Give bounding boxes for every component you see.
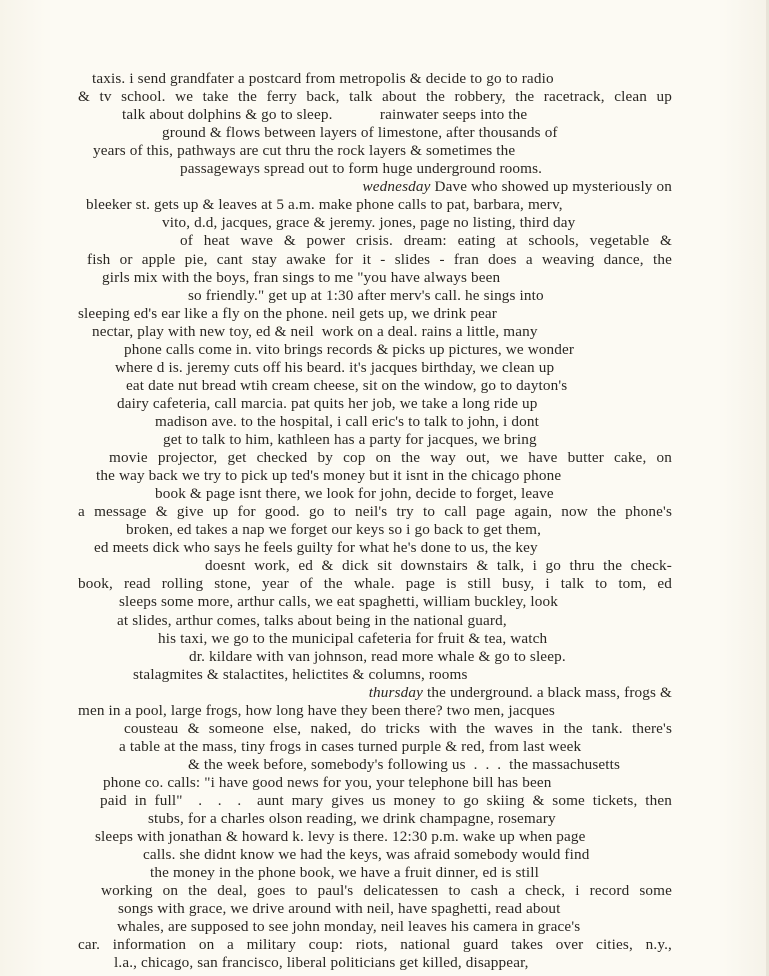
text-line bbox=[363, 178, 672, 196]
day-heading: wednesday bbox=[362, 178, 431, 196]
day-heading: thursday bbox=[368, 683, 424, 701]
text-line: doesnt work, ed & dick sit downstairs & talk, i go thru the check- bbox=[205, 557, 672, 575]
text-line: sleeping ed's ear like a fly on the phone. neil gets up, we drink pear bbox=[78, 304, 497, 322]
text-line: men in a pool, large frogs, how long have they been there? two men, jacques bbox=[78, 701, 555, 719]
text-line: songs with grace, we drive around with neil, have spaghetti, read about bbox=[118, 900, 561, 918]
text-line: l.a., chicago, san francisco, liberal politicians get killed, disappear, bbox=[114, 954, 529, 972]
text-line: cousteau & someone else, naked, do tricks with the waves in the tank. there's bbox=[124, 719, 672, 737]
text-line: a table at the mass, tiny frogs in cases turned purple & red, from last week bbox=[119, 737, 582, 755]
text-line: book & page isnt there, we look for john, decide to forget, leave bbox=[155, 485, 554, 503]
text-line: broken, ed takes a nap we forget our keys so i go back to get them, bbox=[126, 521, 542, 539]
text-line: ground & flows between layers of limestone, after thousands of bbox=[162, 124, 558, 142]
text-line: talk about dolphins & go to sleep. rainwater seeps into the bbox=[122, 106, 528, 124]
text-line: book, read rolling stone, year of the whale. page is still busy, i talk to tom, ed bbox=[78, 575, 672, 593]
text-line: fish or apple pie, cant stay awake for it - slides - fran does a weaving dance, the bbox=[87, 250, 672, 268]
text-line: calls. she didnt know we had the keys, was afraid somebody would find bbox=[143, 846, 590, 864]
text-line: madison ave. to the hospital, i call eric's to talk to john, i dont bbox=[155, 412, 539, 430]
text-line: the way back we try to pick up ted's money but it isnt in the chicago phone bbox=[96, 467, 562, 485]
text-line: passageways spread out to form huge underground rooms. bbox=[180, 160, 543, 178]
text-line: paid in full" . . . aunt mary gives us money to go skiing & some tickets, then bbox=[100, 792, 672, 809]
text-line: dr. kildare with van johnson, read more whale & go to sleep. bbox=[189, 647, 566, 665]
text-line bbox=[369, 684, 672, 702]
text-line: car. information on a military coup: riots, national guard takes over cities, n.y., bbox=[78, 936, 672, 954]
text-line: stubs, for a charles olson reading, we drink champagne, rosemary bbox=[148, 810, 556, 828]
text-line: bleeker st. gets up & leaves at 5 a.m. make phone calls to pat, barbara, merv, bbox=[86, 196, 563, 214]
text-line: where d is. jeremy cuts off his beard. it's jacques birthday, we clean up bbox=[115, 358, 555, 376]
text-line: phone co. calls: "i have good news for you, your telephone bill has been bbox=[103, 773, 552, 791]
text-line: vito, d.d, jacques, grace & jeremy. jones, page no listing, third day bbox=[162, 214, 576, 232]
text-line: years of this, pathways are cut thru the rock layers & sometimes the bbox=[93, 142, 516, 160]
text-line: taxis. i send grandfater a postcard from metropolis & decide to go to radio bbox=[92, 70, 554, 87]
text-line-content: Dave who showed up mysteriously on bbox=[430, 178, 672, 196]
text-line: & tv school. we take the ferry back, talk about the robbery, the racetrack, clean up bbox=[78, 88, 672, 106]
text-line: get to talk to him, kathleen has a party for jacques, we bring bbox=[163, 431, 537, 448]
text-line: nectar, play with new toy, ed & neil work on a deal. rains a little, many bbox=[92, 322, 538, 340]
text-line: dairy cafeteria, call marcia. pat quits her job, we take a long ride up bbox=[117, 394, 538, 412]
text-line: so friendly." get up at 1:30 after merv's call. he sings into bbox=[188, 286, 544, 304]
text-line: of heat wave & power crisis. dream: eating at schools, vegetable & bbox=[180, 232, 672, 250]
text-line: ed meets dick who says he feels guilty for what he's done to us, the key bbox=[94, 539, 538, 557]
text-line: eat date nut bread wtih cream cheese, sit on the window, go to dayton's bbox=[126, 376, 568, 394]
text-line: the money in the phone book, we have a fruit dinner, ed is still bbox=[150, 864, 540, 882]
text-line: a message & give up for good. go to neil's try to call page again, now the phone's bbox=[78, 503, 672, 521]
text-line: stalagmites & stalactites, helictites & columns, rooms bbox=[133, 665, 468, 683]
text-line: girls mix with the boys, fran sings to me "you have always been bbox=[102, 268, 501, 286]
text-line: whales, are supposed to see john monday, neil leaves his camera in grace's bbox=[117, 918, 581, 936]
text-line: sleeps with jonathan & howard k. levy is there. 12:30 p.m. wake up when page bbox=[95, 828, 586, 846]
text-line: his taxi, we go to the municipal cafeteria for fruit & tea, watch bbox=[158, 629, 548, 647]
text-line-content: the underground. a black mass, frogs & bbox=[423, 683, 672, 701]
text-line: working on the deal, goes to paul's delicatessen to cash a check, i record some bbox=[101, 882, 672, 900]
text-line: sleeps some more, arthur calls, we eat spaghetti, william buckley, look bbox=[119, 593, 559, 611]
text-line: & the week before, somebody's following us . . . the massachusetts bbox=[188, 755, 621, 773]
text-line: at slides, arthur comes, talks about being in the national guard, bbox=[117, 611, 507, 629]
text-line: movie projector, get checked by cop on the way out, we have butter cake, on bbox=[109, 449, 672, 467]
text-line: phone calls come in. vito brings records & picks up pictures, we wonder bbox=[124, 340, 575, 358]
